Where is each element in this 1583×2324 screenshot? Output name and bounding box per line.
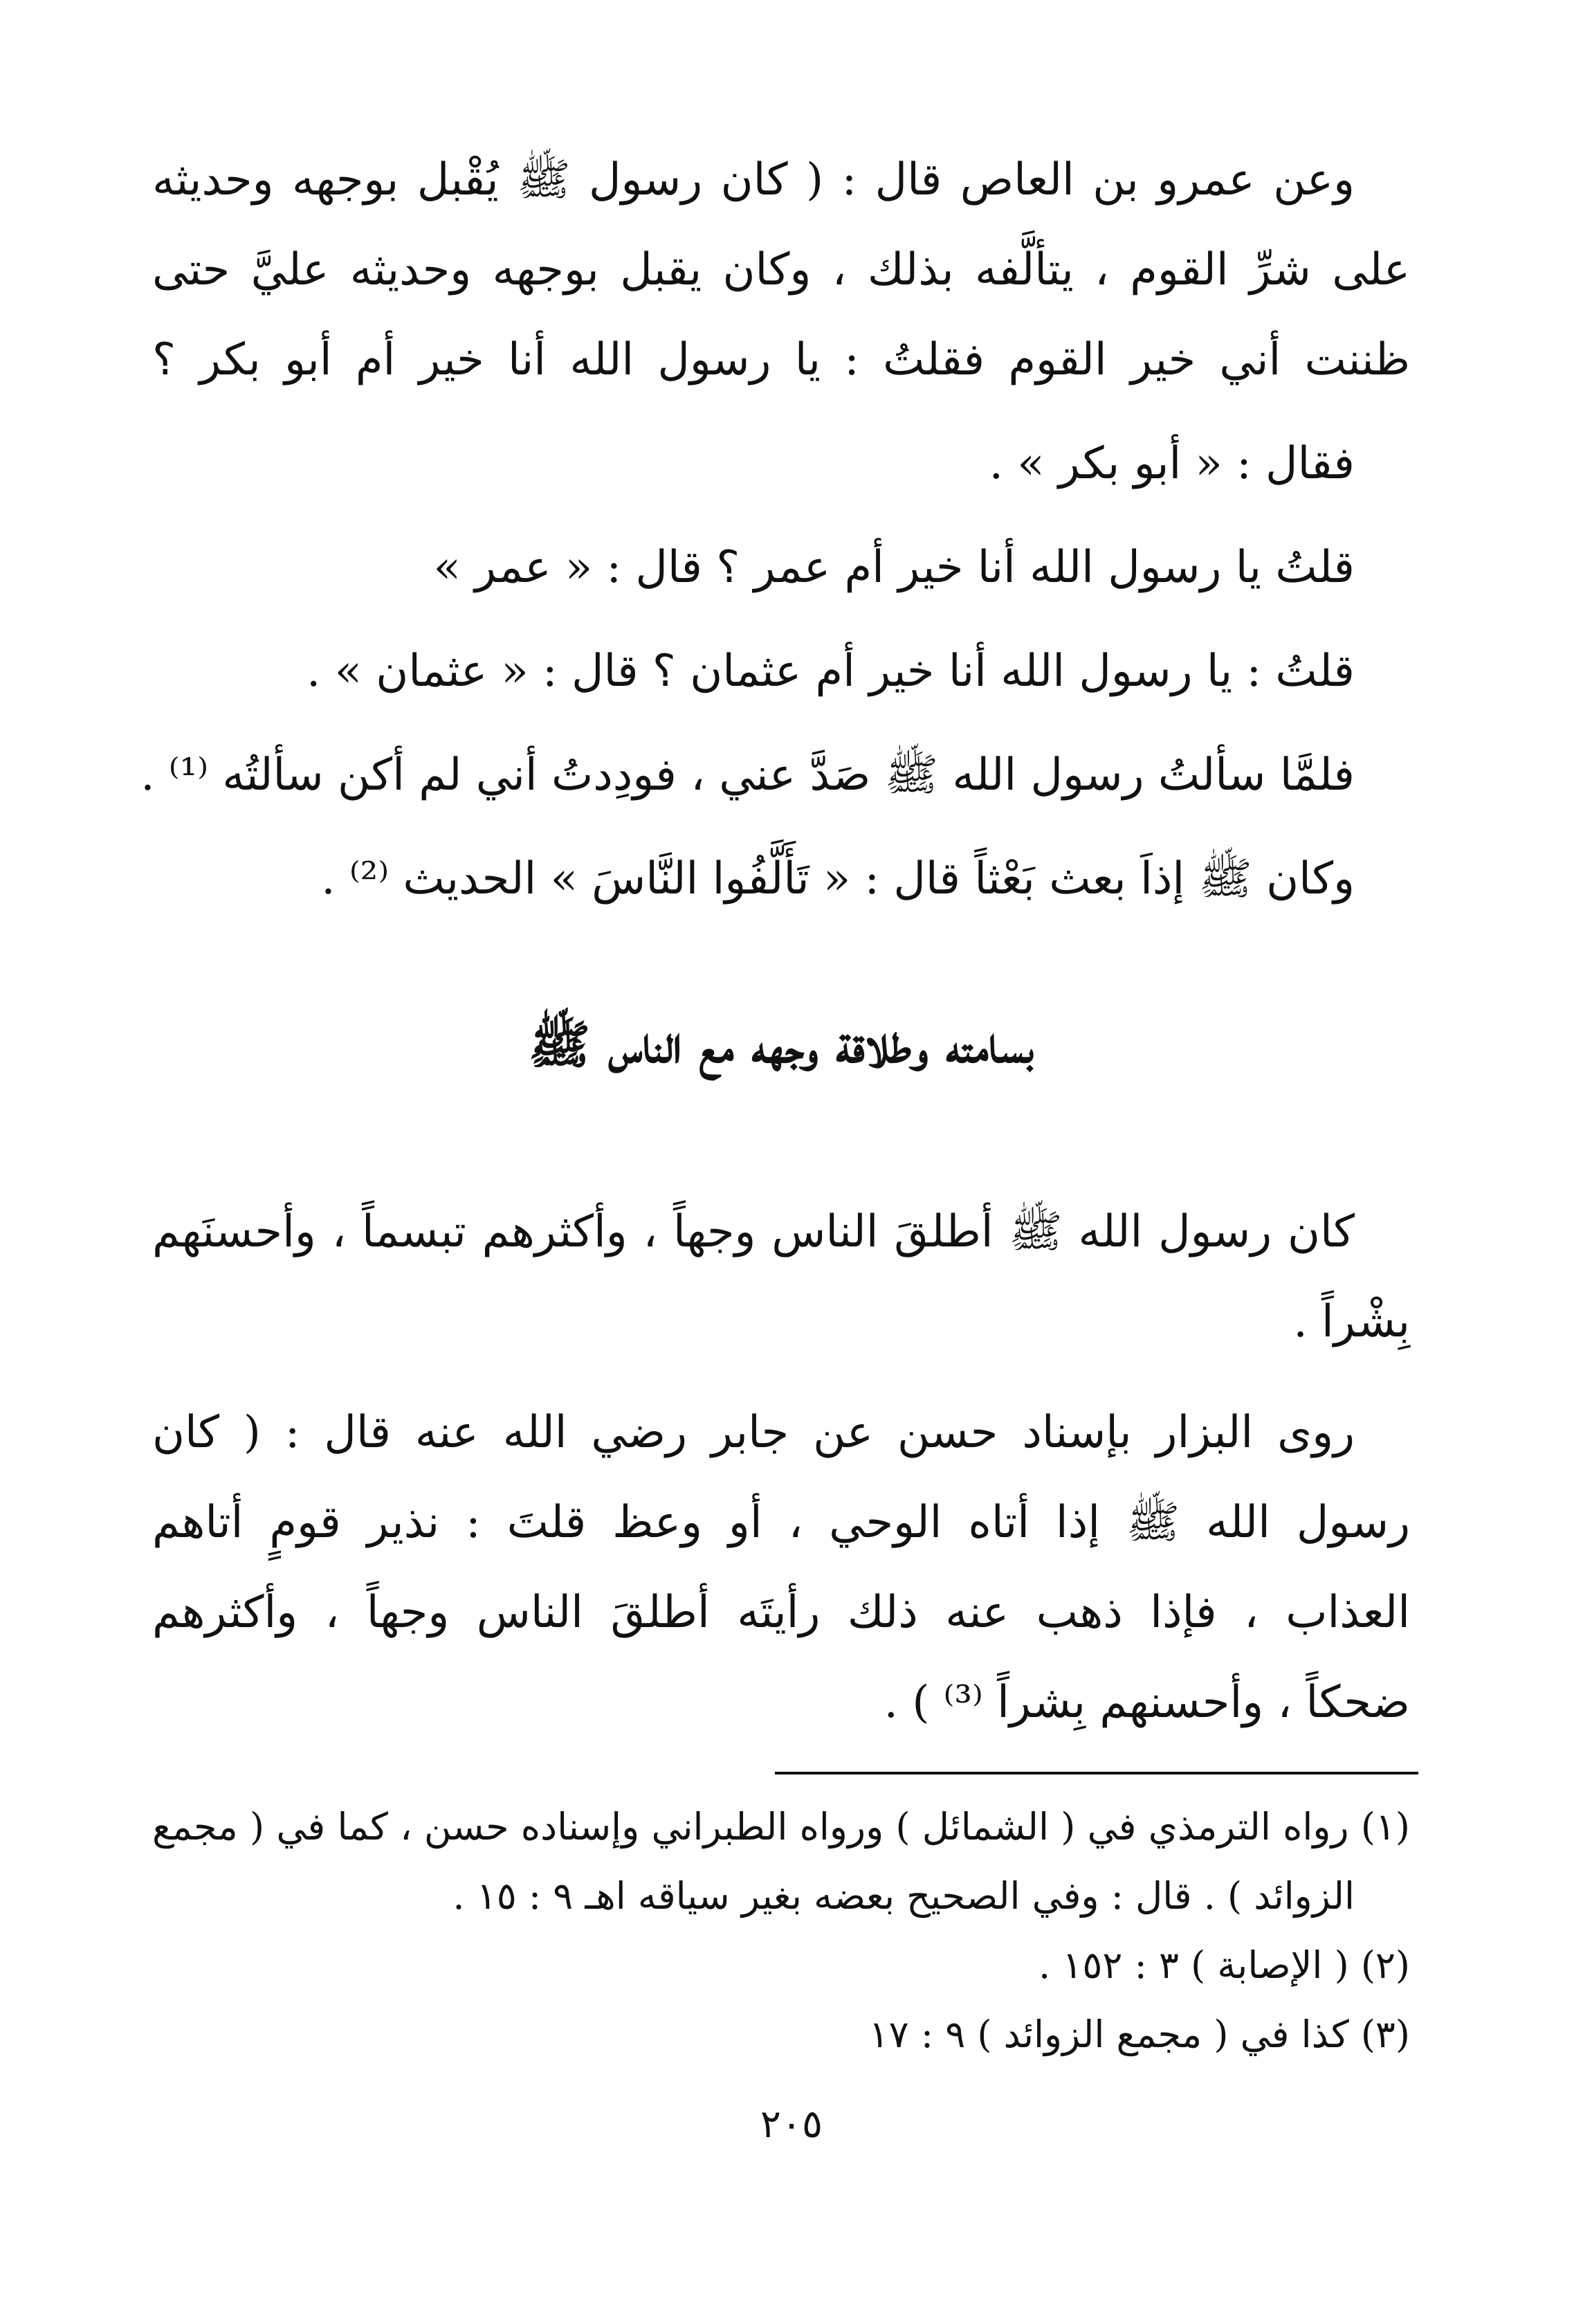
paragraph-3-line-2: رسول الله ﷺ إذا أتاه الوحي ، أو وعظ قلتَ : نذير قومٍ أتاهم xyxy=(152,1497,1410,1548)
dialogue-line-2: قلتُ يا رسول الله أنا خير أم عمر ؟ قال : « عمر » xyxy=(433,542,1355,593)
page-number: ٢٠٥ xyxy=(760,2102,823,2147)
dialogue-line-3: قلتُ : يا رسول الله أنا خير أم عثمان ؟ قال : « عثمان » . xyxy=(306,646,1355,697)
paragraph-2-line-1: كان رسول الله ﷺ أطلقَ الناس وجهاً ، وأكثرهم تبسماً ، وأحسنَهم xyxy=(152,1206,1355,1258)
dialogue-line-4: فلمَّا سألتُ رسول الله ﷺ صَدَّ عني ، فودِدتُ أني لم أكن سألتُه ⁽¹⁾ . xyxy=(140,750,1355,801)
paragraph-3-line-3: العذاب ، فإذا ذهب عنه ذلك رأيتَه أطلقَ الناس وجهاً ، وأكثرهم xyxy=(152,1587,1411,1638)
footnote-2: (٢) ( الإصابة ) ٣ : ١٥٢ . xyxy=(1038,1943,1410,1987)
footnote-separator xyxy=(775,1772,1418,1774)
paragraph-1-line-3: ظننت أني خير القوم فقلتُ : يا رسول الله أنا خير أم أبو بكر ؟ xyxy=(152,334,1411,385)
paragraph-2-line-2: بِشْراً . xyxy=(1293,1296,1410,1347)
paragraph-1-line-1: وعن عمرو بن العاص قال : ( كان رسول ﷺ يُقْبل بوجهه وحديثه xyxy=(152,154,1355,206)
dialogue-line-5: وكان ﷺ إذاَ بعث بَعْثاً قال : « تَأَلَّفُوا النَّاسَ » الحديث ⁽²⁾ . xyxy=(321,853,1355,905)
paragraph-3-line-1: روى البزار بإسناد حسن عن جابر رضي الله عنه قال : ( كان xyxy=(152,1407,1355,1458)
paragraph-1-line-2: على شرِّ القوم ، يتألَّفه بذلك ، وكان يقبل بوجهه وحديثه عليَّ حتى xyxy=(152,244,1410,296)
section-heading: بسامته وطلاقة وجهه مع الناس ﷺ xyxy=(528,1015,1034,1075)
footnote-1-line-2: الزوائد ) . قال : وفي الصحيح بعضه بغير سياقه اهـ ٩ : ١٥ . xyxy=(452,1874,1355,1918)
footnote-1-line-1: (١) رواه الترمذي في ( الشمائل ) ورواه الطبراني وإسناده حسن ، كما في ( مجمع xyxy=(152,1805,1410,1849)
dialogue-line-1: فقال : « أبو بكر » . xyxy=(989,438,1355,489)
paragraph-3-line-4: ضحكاً ، وأحسنهم بِشراً ⁽³⁾ ) . xyxy=(884,1677,1410,1728)
footnote-3: (٣) كذا في ( مجمع الزوائد ) ٩ : ١٧ xyxy=(868,2013,1410,2056)
